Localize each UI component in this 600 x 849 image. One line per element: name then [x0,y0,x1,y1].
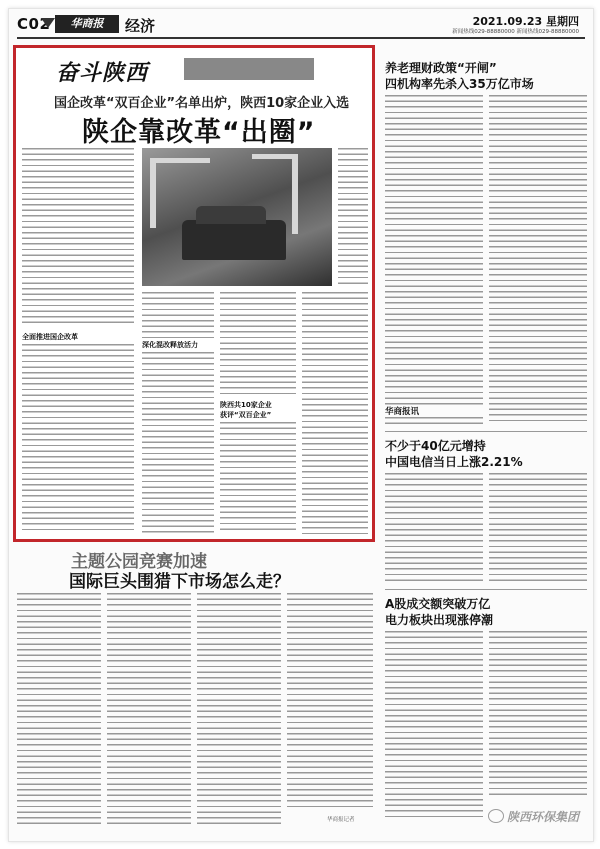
right-article-3-head-1: A股成交额突破万亿 [385,597,491,611]
featured-text-col-2 [142,292,214,338]
column-brand: 奋斗陕西 [56,60,149,86]
wechat-icon [488,809,504,823]
right-divider-1 [385,431,587,432]
issue-date: 2021.09.23 星期四 [472,15,579,28]
header-meta: 新闻热线029-88880000 新闻热线029-88880000 [452,29,579,35]
right-article-1-text-a [385,95,483,407]
featured-text-col-2b [142,352,214,534]
featured-subhead-1: 全面推进国企改革 [22,333,78,341]
right-article-1-head-1: 养老理财政策“开闸” [385,61,497,75]
featured-text-col-1 [22,148,134,326]
newspaper-page [8,8,594,842]
featured-title: 陕企靠改革“出圈” [82,117,316,148]
lower-article-head-2: 国际巨头围猎下市场怎么走？ [69,572,290,592]
right-article-2-text-a [385,473,483,583]
right-article-1-text-b [489,95,587,425]
right-article-1-head-2: 四机构率先杀入35万亿市场 [385,77,534,91]
lower-article-head-1: 主题公园竞赛加速 [71,552,207,572]
featured-text-col-3 [220,292,296,398]
featured-subhead-2: 深化混改释放活力 [142,341,198,349]
right-article-3-text-a [385,631,483,821]
featured-subhead-3: 陕西共10家企业 [220,401,272,409]
right-article-2-head-1: 不少于40亿元增持 [385,439,486,453]
watermark [488,808,579,825]
featured-text-col-right [338,148,368,286]
featured-article [13,45,375,542]
section-name: 经济 [125,17,156,35]
featured-subhead-4: 获评“双百企业” [220,411,272,419]
featured-text-col-4 [302,292,368,534]
right-article-2-head-2: 中国电信当日上涨2.21% [385,455,523,469]
newspaper-logo: 华商报 [55,15,119,33]
page-number: C02 [17,15,51,33]
lower-text-col-4 [287,593,373,811]
featured-text-col-1b [22,344,134,534]
lower-article-credit: 华商报记者 [327,817,355,823]
watermark-text: 陕西环保集团 [506,810,579,824]
right-article-3-head-2: 电力板块出现涨停潮 [385,613,494,627]
right-article-2-text-b [489,473,587,583]
right-article-3-text-b [489,631,587,799]
featured-subtitle: 国企改革“双百企业”名单出炉，陕西10家企业入选 [54,96,350,111]
header-rule [17,37,585,39]
page-header [9,9,593,43]
right-article-1-text-a2 [385,417,483,425]
brand-banner [184,58,314,80]
featured-text-col-3b [220,422,296,534]
right-article-1-byline: 华商报讯 [385,407,420,417]
lower-text-col-1 [17,593,101,825]
lower-text-col-2 [107,593,191,825]
factory-photo [142,148,332,286]
lower-text-col-3 [197,593,281,825]
right-divider-2 [385,589,587,590]
